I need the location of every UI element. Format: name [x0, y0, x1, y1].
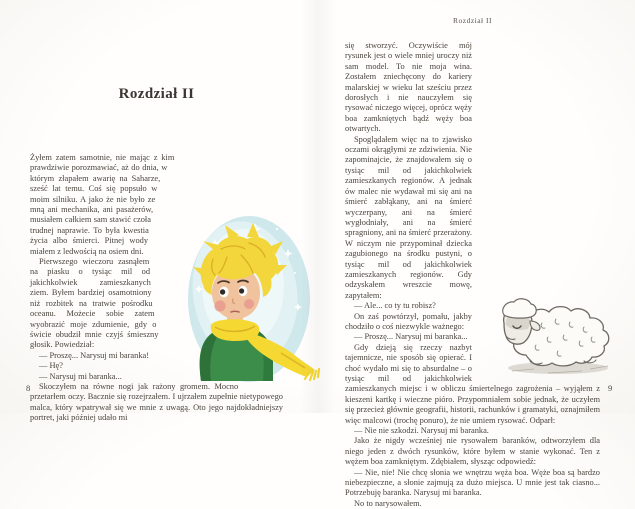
page-number-right: 9 [608, 383, 613, 393]
paragraph: Pierwszego wieczoru zasnąłem na piasku o tysiąc mil od jakichkolwiek zamieszkanych ziem. Byłem bardziej osamotniony niż rozbitek na tratwie pośrodku oceanu. Możecie sobie zatem wyobrazić moje zdumienie, gdy o świcie obudził mnie czyjś śmieszny głosik. Powiedział: [30, 257, 159, 350]
dialogue-line: — Nie, nie! Nie chcę słonia we wnętrzu węża boa. Węże boa są bardzo niebezpieczne, a słonie zajmują za dużo miejsca. U mnie jest tak ciasno... Potrzebuję baranka. Narysuj mi baranka. [345, 467, 600, 498]
paragraph: Spoglądałem więc na to zjawisko oczami okrągłymi ze zdziwienia. Nie zapominajcie, że znajdowałem się o tysiąc mil od jakichkolwiek zamieszkanych regionów. A jednak ów malec nie wydawał mi się ani na śmierć zabłąkany, ani na śmierć wyczerpany, ani na śmierć wygłodniały, ani na śmierć spragniony, ani na śmierć przerażony. W niczym nie przypominał dziecka zagubionego na środku pustyni, o tysiąc mil od jakichkolwiek zamieszkanych regionów. Gdy odzyskałem wreszcie mowę, zapytałem: [345, 134, 472, 300]
dialogue-line: — Nie nie szkodzi. Narysuj mi baranka. [354, 426, 489, 436]
paragraph: No to narysowałem. [354, 498, 422, 508]
page-number-left: 8 [26, 383, 31, 393]
page-left [0, 0, 318, 423]
prince-illustration-wrap-spacer [148, 205, 283, 383]
dialogue-line: — Narysuj mi baranka... [39, 371, 122, 381]
scarf-tail-fold [281, 353, 305, 368]
dialogue-line: — Hę? [39, 361, 63, 371]
paragraph: On zaś powtórzył, pomału, jakby chodziło o coś niezwykle ważnego: [345, 311, 472, 331]
scarf-fringe [305, 369, 319, 380]
paragraph: się stworzyć. Oczywiście mój rysunek jest o wiele mniej uroczy niż sam model. To nie moja wina. Zostałem zniechęcony do kariery malarskiej w wieku lat sześciu przez dorosłych i nie nauczyłem się rysować niczego więcej, oprócz węży boa zamkniętych bądź węży boa otwartych. [345, 41, 472, 134]
dialogue-line: — Proszę... Narysuj mi baranka... [354, 332, 468, 342]
page-right [318, 0, 635, 508]
left-page-text [30, 153, 283, 424]
chapter-title: Rozdział II [118, 86, 195, 102]
right-page-text [345, 41, 600, 509]
sheep-illustration-wrap-spacer [472, 296, 600, 384]
dialogue-line: — Ale... co ty tu robisz? [354, 301, 436, 311]
dialogue-line: — Proszę... Narysuj mi baranka! [39, 350, 150, 360]
running-head: Rozdział II [452, 16, 493, 25]
paragraph: Żyłem zatem samotnie, nie mając z kim prawdziwie porozmawiać, aż do dnia, w którym złapałem awarię na Saharze, sześć lat temu. Coś się popsuło w moim silniku. A jako że nie było ze mną ani mechanika, ani pasażerów, musiałem całkiem sam stawić czoła trudnej naprawie. To była kwestia życia albo śmierci. Pitnej wody miałem z ledwością na osiem dni. [30, 153, 175, 256]
paragraph: Jako że nigdy wcześniej nie rysowałem baranków, odtworzyłem dla niego jeden z dwóch rysunków, które byłem w stanie wykonać. Ten z wężem boa zamkniętym. Zdębiałem, słysząc odpowiedź: [345, 436, 600, 467]
paragraph: Gdy dzieją się rzeczy nazbyt tajemnicze, nie sposób się opierać. I choć wydało mi się to absurdalne – o tysiąc mil od jakichkolwiek zamieszkanych miejsc i w obliczu śmiertelnego zagrożenia – wyjąłem z kieszeni kartkę i wieczne pióro. Przypomniałem sobie jednak, że uczyłem się przecież głównie geografii, historii, rachunków i gramatyki, oznajmiłem więc malcowi (trochę ponuro), że nie umiem rysować. Odparł: [345, 342, 600, 425]
paragraph: Skoczyłem na równe nogi jak rażony gromem. Mocno przetarłem oczy. Bacznie się rozejrzałem. I ujrzałem zupełnie nietypowego malca, który wpatrywał się we mnie z uwagą. Oto jego najdokładniejszy portret, jaki później udało mi [30, 381, 283, 423]
